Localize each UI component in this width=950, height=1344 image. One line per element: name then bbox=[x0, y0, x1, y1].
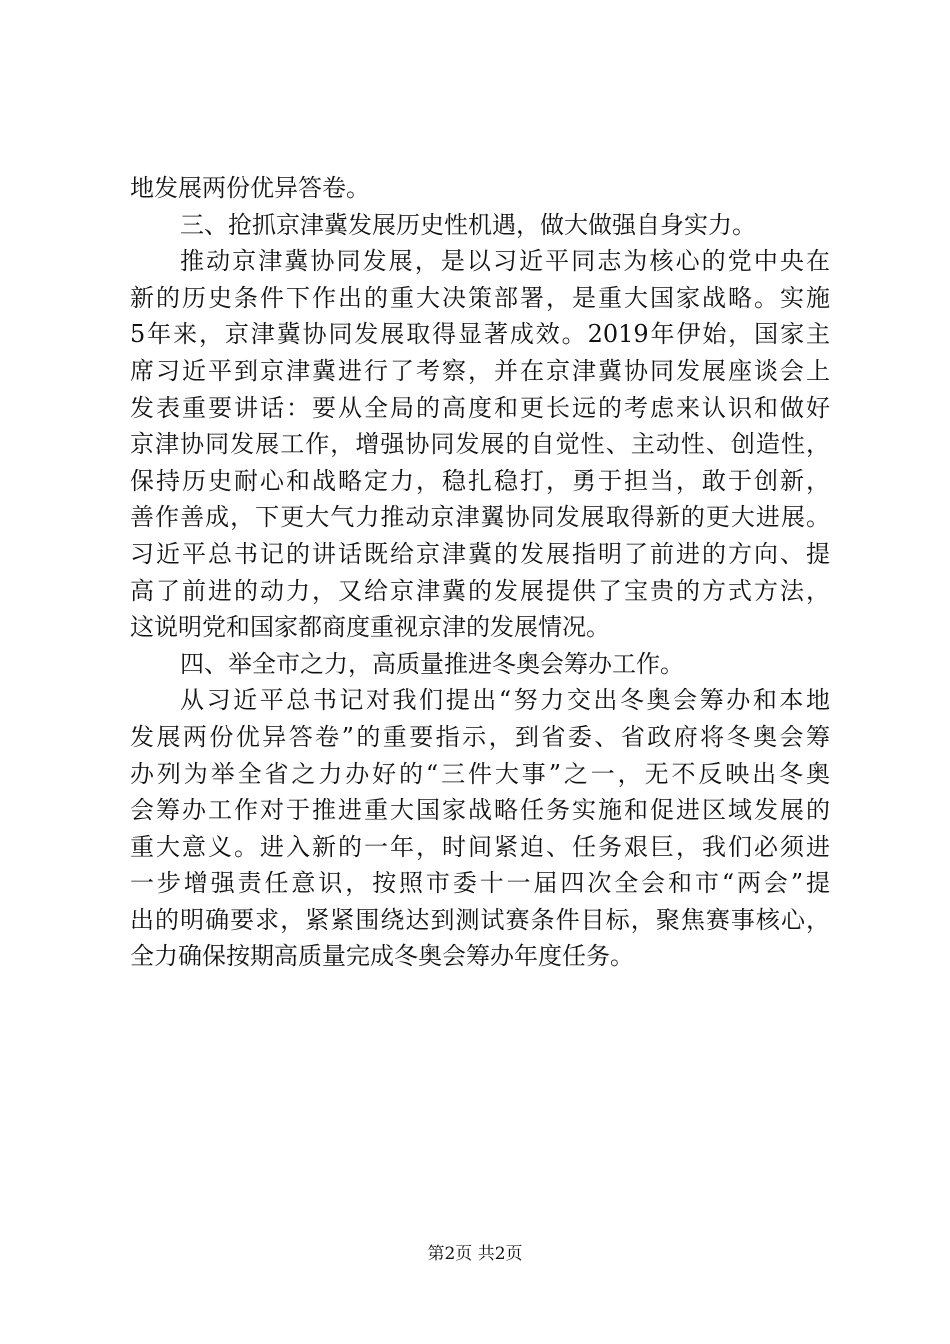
document-body bbox=[130, 170, 830, 975]
paragraph-line: 习近平总书记的讲话既给京津冀的发展指明了前进的方向、提 bbox=[130, 539, 830, 568]
section-heading: 三、抢抓京津冀发展历史性机遇，做大做强自身实力。 bbox=[180, 210, 756, 239]
paragraph-line: 这说明党和国家都商度重视京津的发展情况。 bbox=[130, 613, 610, 642]
paragraph-line: 高了前进的动力，又给京津冀的发展提供了宝贵的方式方法， bbox=[130, 576, 830, 605]
paragraph-line: 推动京津冀协同发展，是以习近平同志为核心的党中央在 bbox=[180, 247, 830, 276]
paragraph-line: 地发展两份优异答卷。 bbox=[130, 174, 370, 202]
paragraph-line: 京津协同发展工作，增强协同发展的自觉性、主动性、创造性， bbox=[130, 430, 830, 459]
paragraph-line: 一步增强责任意识，按照市委十一届四次全会和市“两会”提 bbox=[130, 869, 830, 898]
paragraph-line: 会筹办工作对于推进重大国家战略任务实施和促进区域发展的 bbox=[130, 796, 830, 825]
paragraph-line: 重大意义。进入新的一年，时间紧迫、任务艰巨，我们必须进 bbox=[130, 832, 830, 861]
paragraph-line: 保持历史耐心和战略定力，稳扎稳打，勇于担当，敢于创新， bbox=[130, 466, 830, 495]
paragraph-line: 出的明确要求，紧紧围绕达到测试赛条件目标，聚焦赛事核心， bbox=[130, 905, 830, 934]
paragraph-line: 办列为举全省之力办好的“三件大事”之一，无不反映出冬奥 bbox=[130, 759, 830, 788]
page-footer bbox=[0, 1243, 950, 1265]
paragraph-line: 席习近平到京津冀进行了考察，并在京津冀协同发展座谈会上 bbox=[130, 356, 830, 385]
section-heading: 四、举全市之力，高质量推进冬奥会筹办工作。 bbox=[180, 649, 684, 678]
paragraph-line: 5年来，京津冀协同发展取得显著成效。2019年伊始，国家主 bbox=[130, 320, 830, 349]
paragraph-line: 善作善成，下更大气力推动京津翼协同发展取得新的更大进展。 bbox=[130, 503, 830, 532]
paragraph-line: 新的历史条件下作出的重大决策部署，是重大国家战略。实施 bbox=[130, 283, 830, 312]
paragraph-line: 从习近平总书记对我们提出“努力交出冬奥会筹办和本地 bbox=[180, 686, 830, 715]
page-number-label: 第2页 共2页 bbox=[427, 1244, 523, 1264]
paragraph-line: 发展两份优异答卷”的重要指示，到省委、省政府将冬奥会筹 bbox=[130, 722, 830, 751]
paragraph-line: 发表重要讲话：要从全局的高度和更长远的考虑来认识和做好 bbox=[130, 393, 830, 422]
paragraph-line: 全力确保按期高质量完成冬奥会筹办年度任务。 bbox=[130, 942, 634, 971]
